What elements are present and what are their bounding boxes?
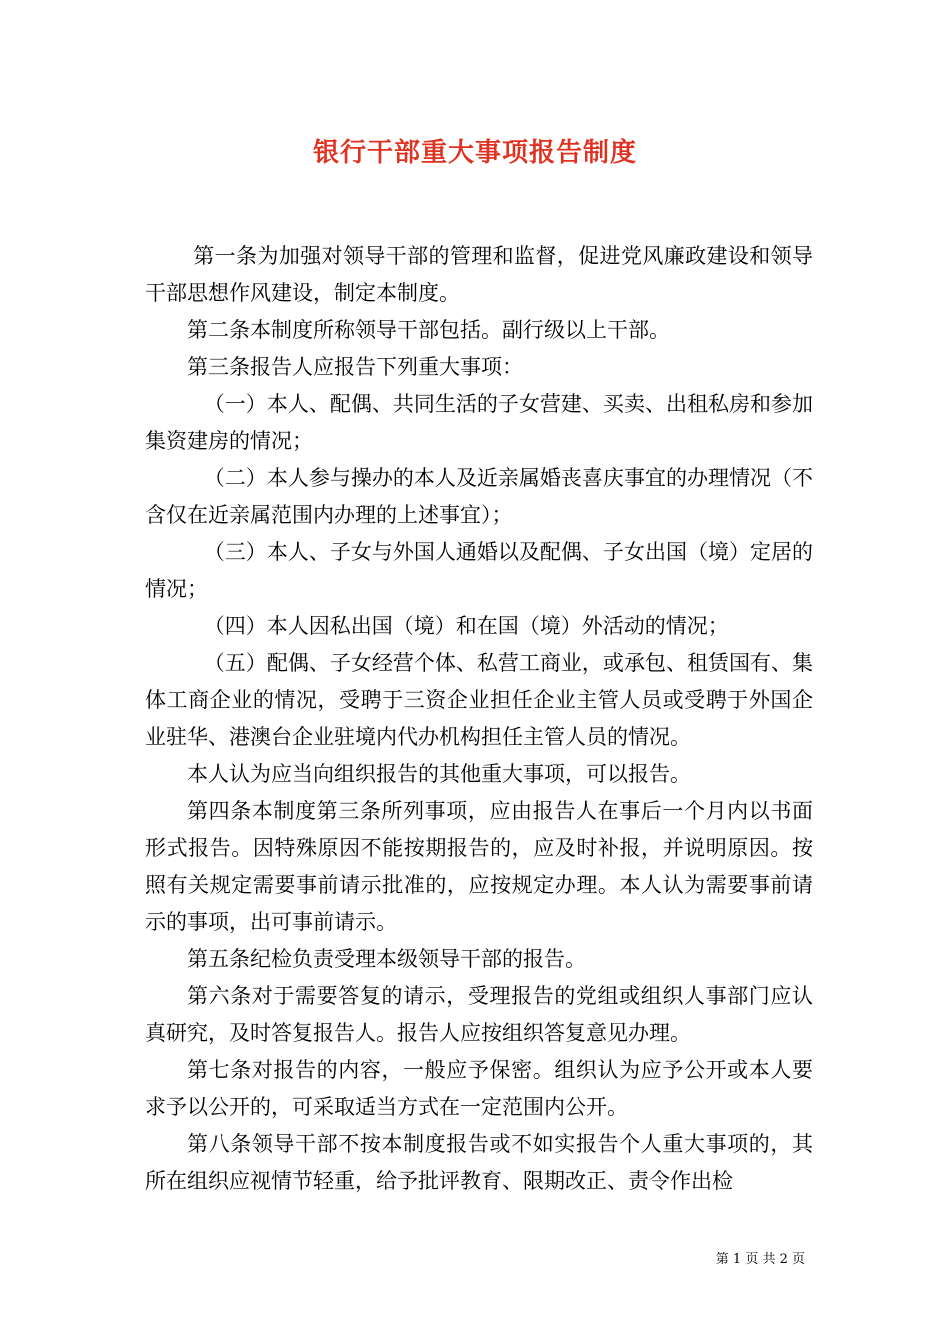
article-4: 第四条本制度第三条所列事项，应由报告人在事后一个月内以书面形式报告。因特殊原因不能按期报告的，应及时补报，并说明原因。按照有关规定需要事前请示批准的，应按规定办理。本人认为需要事前请示的事项，出可事前请示。 bbox=[145, 799, 813, 934]
article-2: 第二条本制度所称领导干部包括。副行级以上干部。 bbox=[187, 318, 670, 342]
document-title: 银行干部重大事项报告制度 bbox=[312, 138, 637, 168]
article-3-item-5: （五）配偶、子女经营个体、私营工商业，或承包、租赁国有、集体工商企业的情况，受聘于三资企业担任企业主管人员或受聘于外国企业驻华、港澳台企业驻境内代办机构担任主管人员的情况。 bbox=[145, 651, 813, 749]
article-6: 第六条对于需要答复的请示，受理报告的党组或组织人事部门应认真研究，及时答复报告人。报告人应按组织答复意见办理。 bbox=[145, 984, 813, 1045]
article-3-item-3: （三）本人、子女与外国人通婚以及配偶、子女出国（境）定居的情况； bbox=[145, 540, 813, 601]
article-3-item-4: （四）本人因私出国（境）和在国（境）外活动的情况； bbox=[203, 614, 729, 638]
article-7: 第七条对报告的内容，一般应予保密。组织认为应予公开或本人要求予以公开的，可采取适当方式在一定范围内公开。 bbox=[145, 1058, 813, 1119]
article-5: 第五条纪检负责受理本级领导干部的报告。 bbox=[187, 947, 586, 971]
article-3: 第三条报告人应报告下列重大事项： bbox=[187, 355, 523, 379]
page-number: 第 1 页 共 2 页 bbox=[715, 1252, 805, 1267]
article-3-item-1: （一）本人、配偶、共同生活的子女营建、买卖、出租私房和参加集资建房的情况； bbox=[145, 392, 813, 453]
article-8: 第八条领导干部不按本制度报告或不如实报告个人重大事项的，其所在组织应视情节轻重，给予批评教育、限期改正、责令作出检 bbox=[145, 1132, 813, 1193]
article-3-note: 本人认为应当向组织报告的其他重大事项，可以报告。 bbox=[187, 762, 691, 786]
article-1: 第一条为加强对领导干部的管理和监督，促进党风廉政建设和领导干部思想作风建设，制定本制度。 bbox=[145, 244, 813, 305]
document-body bbox=[145, 238, 813, 1200]
article-3-item-2: （二）本人参与操办的本人及近亲属婚丧喜庆事宜的办理情况（不含仅在近亲属范围内办理的上述事宜）； bbox=[145, 466, 813, 527]
